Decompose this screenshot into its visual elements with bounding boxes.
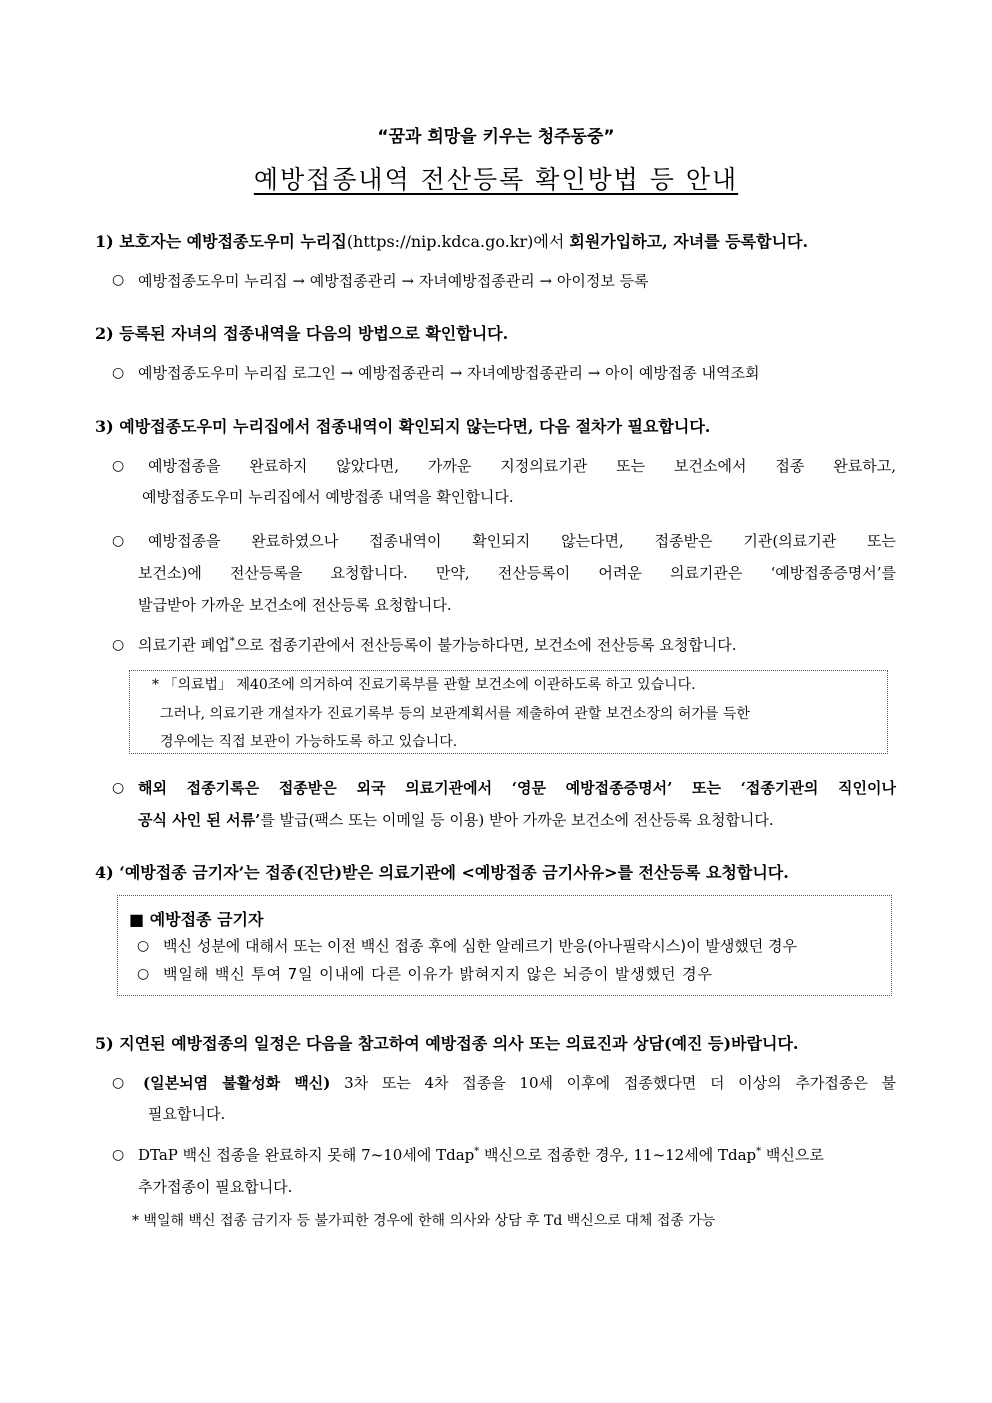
section-5-p1-line-2: 필요합니다. <box>148 1105 226 1123</box>
section-3-heading: 3) 예방접종도우미 누리집에서 접종내역이 확인되지 않는다면, 다음 절차가 필요합니다. <box>95 417 711 436</box>
page-title-text: 예방접종내역 전산등록 확인방법 등 안내 <box>253 165 739 194</box>
section-3-p1-line-1: 예방접종을 완료하지 않았다면, 가까운 지정의료기관 또는 보건소에서 접종 완료하고, <box>148 457 896 475</box>
section-1-number: 1) <box>95 232 120 251</box>
bullet-icon: ○ <box>112 365 125 381</box>
section-3-p3-b: 으로 접종기관에서 전산등록이 불가능하다면, 보건소에 전산등록 요청합니다. <box>234 636 737 654</box>
section-4-heading: 4) ‘예방접종 금기자’는 접종(진단)받은 의료기관에 <예방접종 금기사유>를 전산등록 요청합니다. <box>95 863 789 882</box>
section-5-p1-line-1 <box>143 1072 896 1093</box>
note-line-3: 경우에는 직접 보관이 가능하도록 하고 있습니다. <box>160 734 458 750</box>
bullet-icon: ○ <box>112 780 125 796</box>
note-line-1: * 「의료법」 제40조에 의거하여 진료기록부를 관할 보건소에 이관하도록 하고 있습니다. <box>152 677 696 693</box>
slogan: “꿈과 희망을 키우는 청주동중” <box>377 127 615 147</box>
section-3-p4-rest: 를 발급(팩스 또는 이메일 등 이용) 받아 가까운 보건소에 전산등록 요청합니다. <box>260 811 774 829</box>
bullet-icon: ○ <box>112 637 125 653</box>
footnote-marker: * <box>474 1146 480 1157</box>
page-title <box>0 160 992 196</box>
section-5-p1-rest: 3차 또는 4차 접종을 10세 이후에 접종했다면 더 이상의 추가접종은 불 <box>330 1074 896 1092</box>
section-1-heading <box>95 229 808 252</box>
section-1-url: (https://nip.kdca.go.kr)에서 <box>346 232 570 251</box>
bullet-icon: ○ <box>137 938 150 954</box>
section-3-p4-line-2 <box>138 809 774 830</box>
section-5-footnote: * 백일해 백신 접종 금기자 등 불가피한 경우에 한해 의사와 상담 후 Td 백신으로 대체 접종 가능 <box>132 1213 716 1229</box>
section-2-heading: 2) 등록된 자녀의 접종내역을 다음의 방법으로 확인합니다. <box>95 324 509 343</box>
section-5-p2-c: 백신으로 <box>761 1146 824 1164</box>
section-3-p2-line-2: 보건소)에 전산등록을 요청합니다. 만약, 전산등록이 어려운 의료기관은 ‘예방접종증명서’를 <box>138 564 896 582</box>
bullet-icon: ○ <box>112 272 125 288</box>
section-1-bold-a: 보호자는 예방접종도우미 누리집 <box>119 232 347 251</box>
section-5-p2-line-2: 추가접종이 필요합니다. <box>138 1178 293 1196</box>
section-5-p1-bold: (일본뇌염 불활성화 백신) <box>143 1074 331 1092</box>
contraindication-item-1: 백신 성분에 대해서 또는 이전 백신 접종 후에 심한 알레르기 반응(아나필락시스)이 발생했던 경우 <box>163 937 798 955</box>
footnote-marker: * <box>756 1146 762 1157</box>
section-3-p2-line-3: 발급받아 가까운 보건소에 전산등록 요청합니다. <box>138 596 452 614</box>
contraindication-title: ■ 예방접종 금기자 <box>129 910 264 929</box>
section-3-p3-a: 의료기관 폐업 <box>138 636 230 654</box>
section-3-p2-line-1: 예방접종을 완료하였으나 접종내역이 확인되지 않는다면, 접종받은 기관(의료기관 또는 <box>148 532 896 550</box>
section-3-p1-line-2: 예방접종도우미 누리집에서 예방접종 내역을 확인합니다. <box>142 488 514 506</box>
section-5-heading: 5) 지연된 예방접종의 일정은 다음을 참고하여 예방접종 의사 또는 의료진과 상담(예진 등)바랍니다. <box>95 1034 799 1053</box>
bullet-icon: ○ <box>112 533 125 549</box>
section-5-p2-b: 백신으로 접종한 경우, 11~12세에 Tdap <box>479 1146 757 1164</box>
section-2-item: 예방접종도우미 누리집 로그인 → 예방접종관리 → 자녀예방접종관리 → 아이 예방접종 내역조회 <box>138 364 760 382</box>
contraindication-item-2: 백일해 백신 투여 7일 이내에 다른 이유가 밝혀지지 않은 뇌증이 발생했던 경우 <box>163 965 713 983</box>
note-line-2: 그러나, 의료기관 개설자가 진료기록부 등의 보관계획서를 제출하여 관할 보건소장의 허가를 득한 <box>160 706 750 722</box>
section-3-p4-line-1: 해외 접종기록은 접종받은 외국 의료기관에서 ‘영문 예방접종증명서’ 또는 ‘접종기관의 직인이나 <box>138 779 896 797</box>
bullet-icon: ○ <box>137 966 150 982</box>
section-1-bold-b: 회원가입하고, 자녀를 등록합니다. <box>569 232 809 251</box>
section-1-item: 예방접종도우미 누리집 → 예방접종관리 → 자녀예방접종관리 → 아이정보 등록 <box>138 272 649 290</box>
section-5-p2-line-1 <box>138 1144 824 1165</box>
bullet-icon: ○ <box>112 458 125 474</box>
section-3-p4-bold: 공식 사인 된 서류’ <box>138 811 261 829</box>
section-5-p2-a: DTaP 백신 접종을 완료하지 못해 7~10세에 Tdap <box>138 1146 475 1164</box>
bullet-icon: ○ <box>112 1147 125 1163</box>
bullet-icon: ○ <box>112 1075 125 1091</box>
section-3-p3 <box>138 634 737 655</box>
footnote-marker: * <box>229 636 235 647</box>
